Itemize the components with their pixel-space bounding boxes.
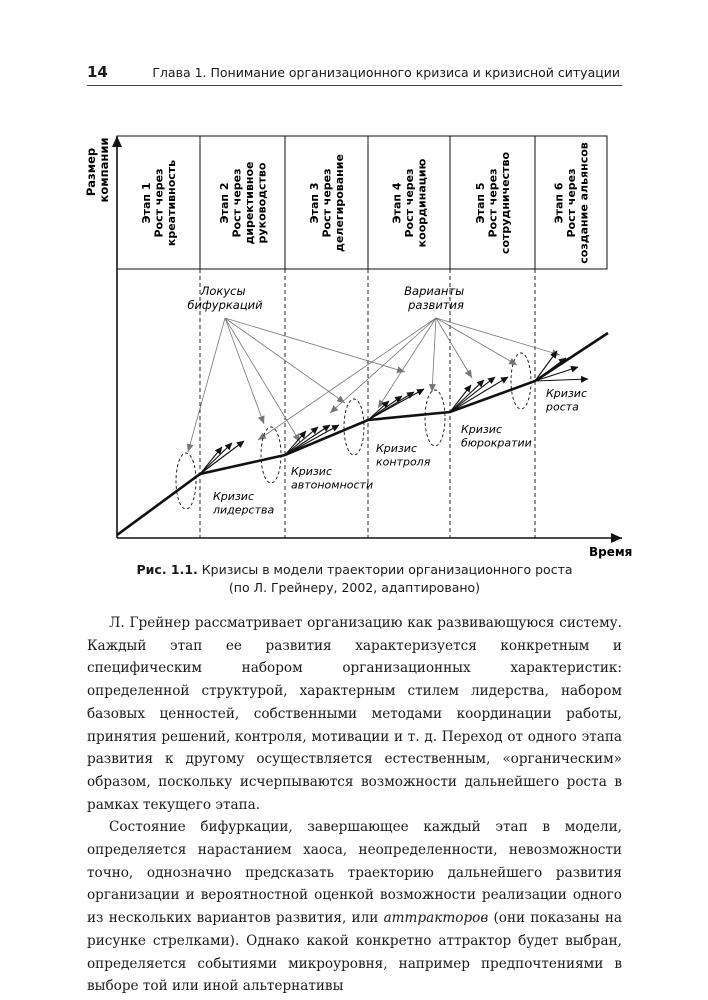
crisis-labels <box>212 387 587 517</box>
stage-label-line: Рост через <box>320 168 334 238</box>
stage-label-line: Этап 2 <box>217 182 231 224</box>
stage-label-line: создание альянсов <box>577 142 591 264</box>
callout-line <box>225 318 300 442</box>
crisis-label <box>461 423 532 450</box>
variant-arrow <box>285 425 339 455</box>
callout-lines <box>188 318 560 452</box>
stage-band <box>117 136 607 269</box>
variant-arrow <box>285 427 318 455</box>
bifurcation-ellipse <box>511 353 531 409</box>
variant-arrow <box>450 380 484 412</box>
paragraph-2-text-end: (они показаны на рисунке стрелками). Однако какой конкретно аттрактор будет выбран, определяется событиями микроуровня, например предпочтениями в выборе той или иной альтернативы <box>87 910 622 995</box>
callout-line <box>188 318 225 452</box>
crisis-label-line: Кризис <box>546 387 587 400</box>
variant-arrow <box>535 351 557 381</box>
crisis-label-line: контроля <box>376 455 431 469</box>
stage-label <box>140 160 178 246</box>
paragraph-1: Л. Грейнер рассматривает организацию как развивающуюся систему. Каждый этап ее развития характеризуется конкретным и специфическим набором организационных характеристик: определенной структурой, характерным стилем лидерства, набором базовых ценностей, собственными методами координации работы, принятия решений, контроля, мотивации и т. д. Переход от одного этапа развития к другому осуществляется естественным, «органическим» образом, поскольку исчерпываются возможности дальнейшего роста в рамках текущего этапа. <box>87 615 622 813</box>
stage-label <box>391 158 429 247</box>
crisis-label <box>545 387 587 414</box>
stage-label <box>474 152 512 255</box>
stage-label-line: сотрудничество <box>499 151 512 255</box>
stage-label-line: Рост через <box>152 168 166 238</box>
callout-line <box>225 318 405 372</box>
stage-label-line: Рост через <box>230 168 244 238</box>
crisis-label-line: лидерства <box>213 503 275 517</box>
stage-label-line: Этап 3 <box>308 182 321 224</box>
page-number: 14 <box>87 63 108 81</box>
stage-label-line: Этап 1 <box>140 182 153 224</box>
stage-label-line: координацию <box>415 158 429 248</box>
variant-arrow <box>535 379 588 381</box>
bifurcation-ellipse <box>176 453 196 509</box>
variant-arrow <box>450 377 495 412</box>
stage-label <box>308 154 346 252</box>
stage-label <box>218 161 269 244</box>
stage-label-line: руководство <box>255 162 269 244</box>
stage-label-line: директивное <box>242 161 256 245</box>
crisis-label-line: автономности <box>291 478 374 492</box>
running-header: Глава 1. Понимание организационного кризиса и кризисной ситуации <box>152 65 620 80</box>
stage-label-line: Этап 6 <box>552 182 566 224</box>
crisis-label-line: роста <box>546 400 579 414</box>
variant-arrow <box>535 367 578 381</box>
growth-trajectory-line <box>117 333 608 535</box>
stage-label-line: креативность <box>165 159 178 247</box>
crisis-label-line: Кризис <box>291 465 332 478</box>
crisis-label-line: Кризис <box>461 423 502 436</box>
bifurcation-ellipse <box>425 390 445 446</box>
body-text <box>87 612 622 998</box>
stage-label-line: Рост через <box>403 168 416 238</box>
caption-label: Рис. 1.1. <box>136 562 198 577</box>
variants-callout: Варианты развития <box>404 284 465 312</box>
crisis-label <box>212 490 274 517</box>
stage-label-line: Рост через <box>486 168 500 238</box>
paragraph-2-text: Состояние бифуркации, завершающее каждый этап в модели, определяется нарастанием хаоса, неопределенности, невозможности точно, однозначно предсказать траекторию дальнейшего развития организации и вероятностной оценкой возможности реализации одного из нескольких вариантов развития, или <box>87 819 622 927</box>
callout-line <box>432 318 436 392</box>
callout-line <box>225 318 264 424</box>
stage-label-line: Этап 4 <box>390 182 404 224</box>
stage-label <box>553 142 591 264</box>
crisis-label-line: Кризис <box>213 490 254 503</box>
callout-line <box>330 318 436 413</box>
callout-line <box>378 318 436 408</box>
x-axis-label: Время <box>589 545 633 559</box>
stage-label-line: делегирование <box>333 154 346 252</box>
paragraph-2-emphasis: аттракторов <box>383 910 489 927</box>
bifurcation-callout: Локусы бифуркаций <box>187 284 263 312</box>
y-axis-label: Размер компании <box>84 137 111 203</box>
paragraph-2 <box>87 816 622 998</box>
figure-caption <box>87 561 622 597</box>
callout-line <box>436 318 517 365</box>
crisis-label-line: бюрократии <box>461 436 532 450</box>
caption-line-2: (по Л. Грейнеру, 2002, адаптировано) <box>228 580 481 595</box>
stage-label-line: Рост через <box>565 168 578 238</box>
crisis-label-line: Кризис <box>376 442 417 455</box>
caption-line-1: Кризисы в модели траектории организационного роста <box>197 562 573 577</box>
crisis-label <box>376 442 431 469</box>
stage-label-line: Этап 5 <box>474 182 487 224</box>
stage-labels <box>140 142 591 264</box>
variant-arrow <box>535 358 566 381</box>
crisis-label <box>291 465 373 492</box>
bifurcation-ellipse <box>261 427 281 483</box>
